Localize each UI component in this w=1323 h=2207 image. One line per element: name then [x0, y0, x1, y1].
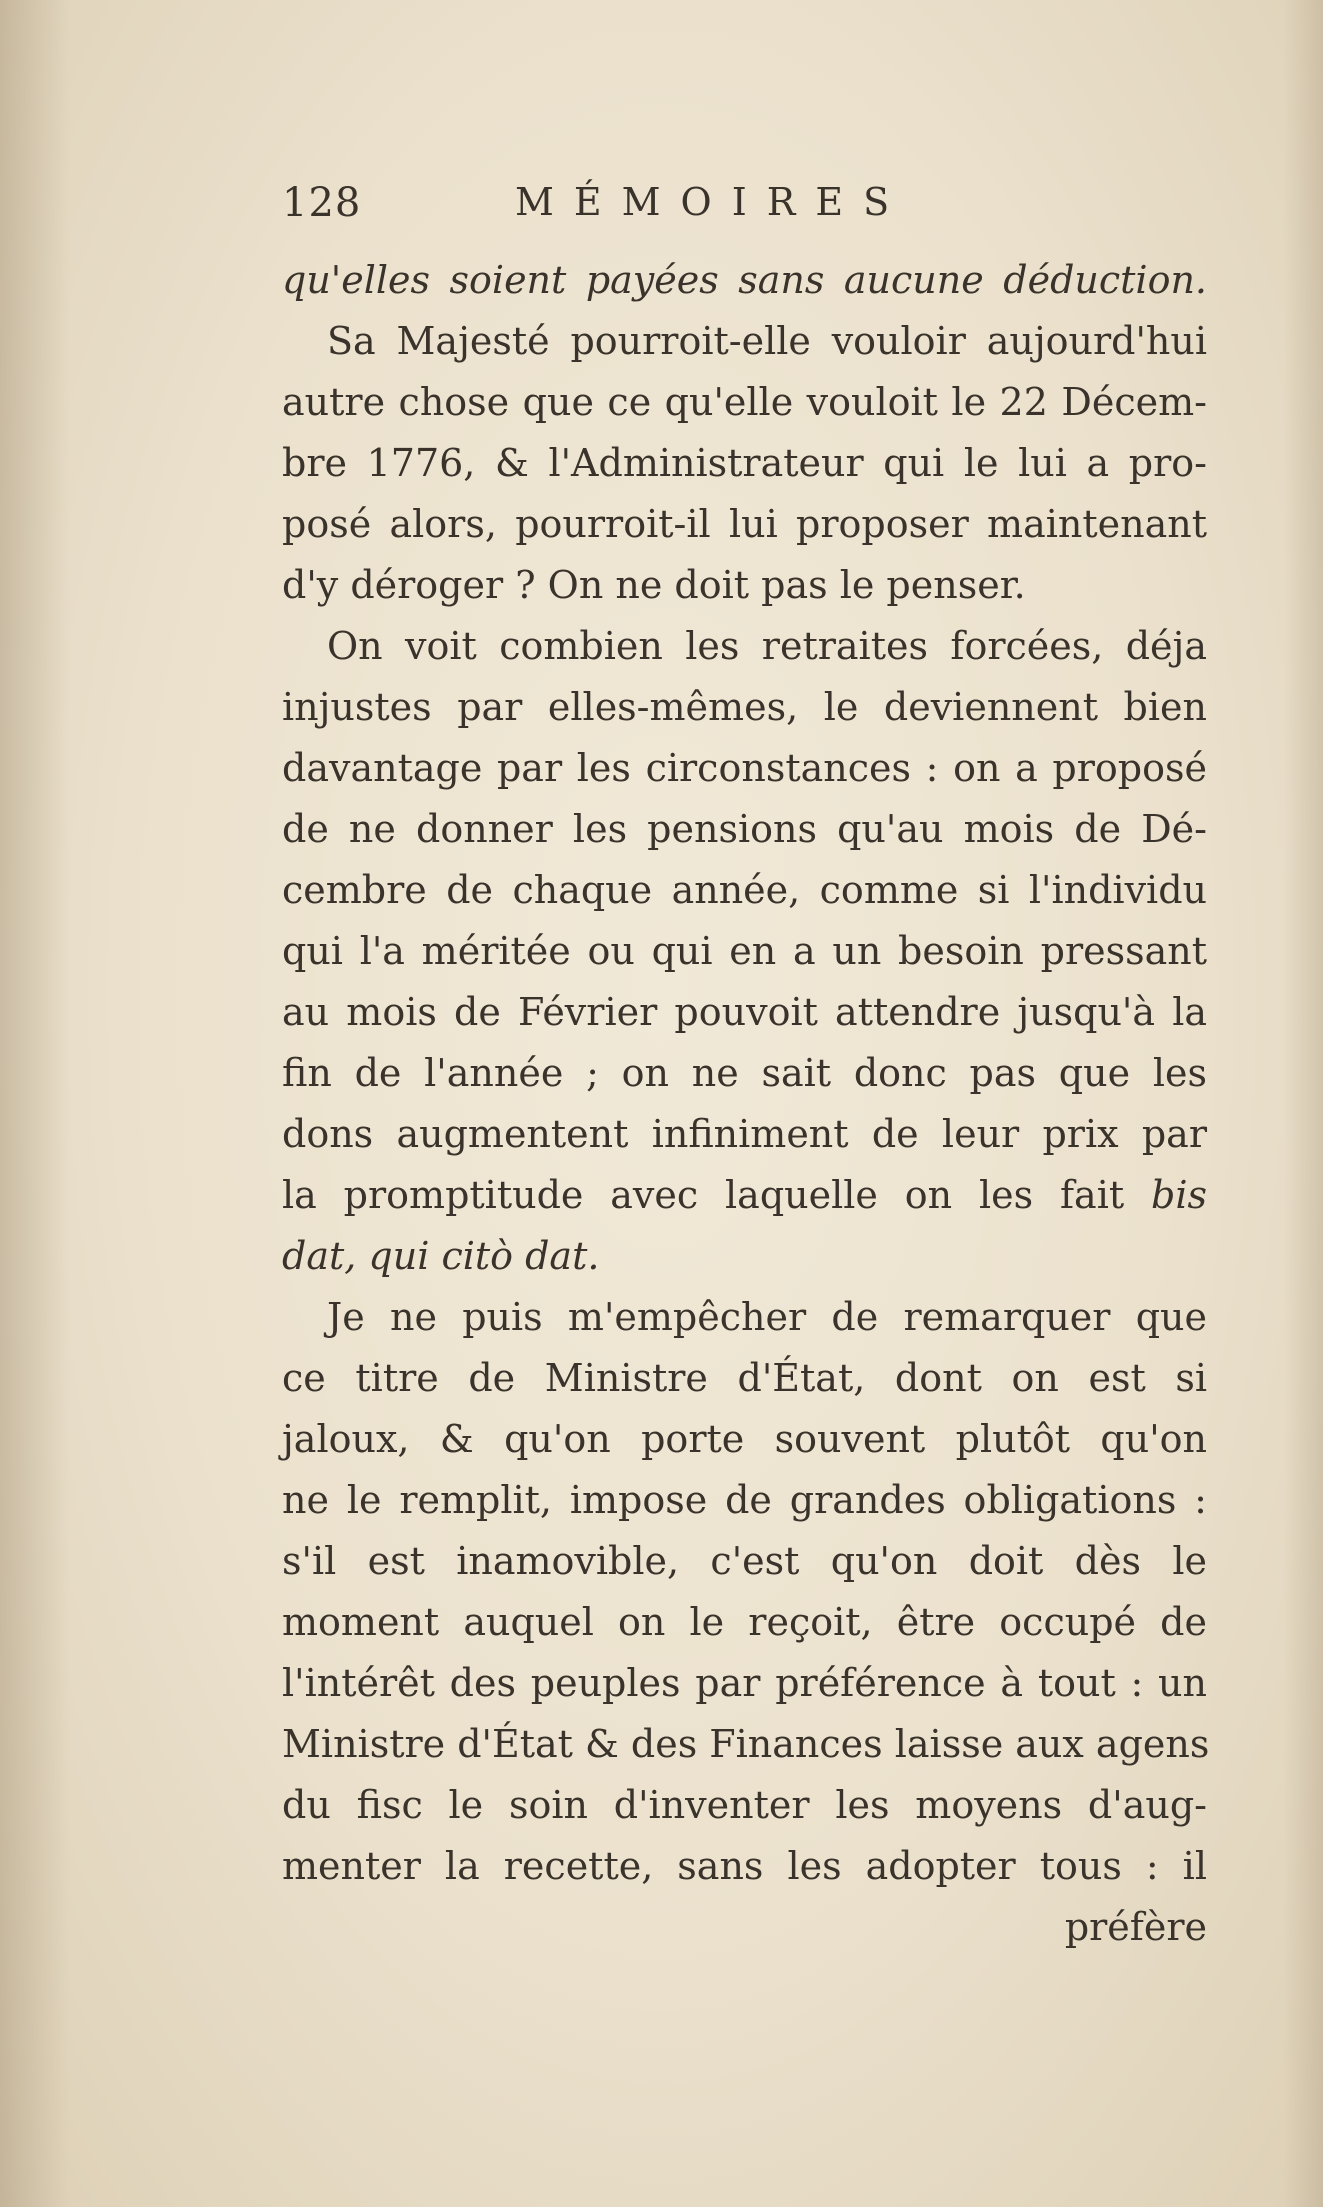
- text-line: qu'elles soient payées sans aucune déduction.: [282, 258, 1207, 302]
- page-gutter-shadow: [0, 0, 70, 2207]
- page-number: 128: [282, 180, 362, 226]
- text-line: ne le remplit, impose de grandes obligations :: [282, 1478, 1207, 1522]
- text-line: Ministre d'État & des Finances laisse aux agens: [282, 1722, 1210, 1766]
- text-line: s'il est inamovible, c'est qu'on doit dès le: [282, 1539, 1207, 1583]
- text-line: de ne donner les pensions qu'au mois de Dé-: [282, 807, 1207, 851]
- text-line: injustes par elles-mêmes, le deviennent bien: [282, 685, 1207, 729]
- text-line: d'y déroger ? On ne doit pas le penser.: [282, 563, 1026, 607]
- text-line: Sa Majesté pourroit-elle vouloir aujourd'hui: [327, 319, 1207, 363]
- text-line: menter la recette, sans les adopter tous : il: [282, 1844, 1207, 1888]
- text-line: autre chose que ce qu'elle vouloit le 22 Décem-: [282, 380, 1207, 424]
- text-line: dons augmentent infiniment de leur prix par: [282, 1112, 1207, 1156]
- body-text: [282, 250, 1210, 1958]
- page-edge-shadow: [1283, 0, 1323, 2207]
- text-line: On voit combien les retraites forcées, déja: [327, 624, 1207, 668]
- text-line: moment auquel on le reçoit, être occupé de: [282, 1600, 1207, 1644]
- text-segment: la promptitude avec laquelle on les fait: [282, 1173, 1125, 1217]
- running-title: MÉMOIRES: [515, 180, 910, 224]
- text-line: Je ne puis m'empêcher de remarquer que: [327, 1295, 1207, 1339]
- text-line: jaloux, & qu'on porte souvent plutôt qu'on: [282, 1417, 1207, 1461]
- text-line: davantage par les circonstances : on a proposé: [282, 746, 1207, 790]
- text-line: ce titre de Ministre d'État, dont on est si: [282, 1356, 1207, 1400]
- text-line: qui l'a méritée ou qui en a un besoin pressant: [282, 929, 1207, 973]
- text-line: dat, qui citò dat.: [282, 1234, 600, 1278]
- text-line: [282, 1165, 1207, 1226]
- text-line: du fisc le soin d'inventer les moyens d'aug-: [282, 1783, 1207, 1827]
- text-line: fin de l'année ; on ne sait donc pas que les: [282, 1051, 1207, 1095]
- text-line: bre 1776, & l'Administrateur qui le lui a pro-: [282, 441, 1207, 485]
- text-line: posé alors, pourroit-il lui proposer maintenant: [282, 502, 1207, 546]
- text-line: l'intérêt des peuples par préférence à tout : un: [282, 1661, 1207, 1705]
- text-line: cembre de chaque année, comme si l'individu: [282, 868, 1207, 912]
- latin-phrase: bis: [1151, 1173, 1207, 1217]
- text-line: au mois de Février pouvoit attendre jusqu'à la: [282, 990, 1207, 1034]
- page-header: [282, 180, 1212, 240]
- catchword: préfère: [1064, 1905, 1207, 1949]
